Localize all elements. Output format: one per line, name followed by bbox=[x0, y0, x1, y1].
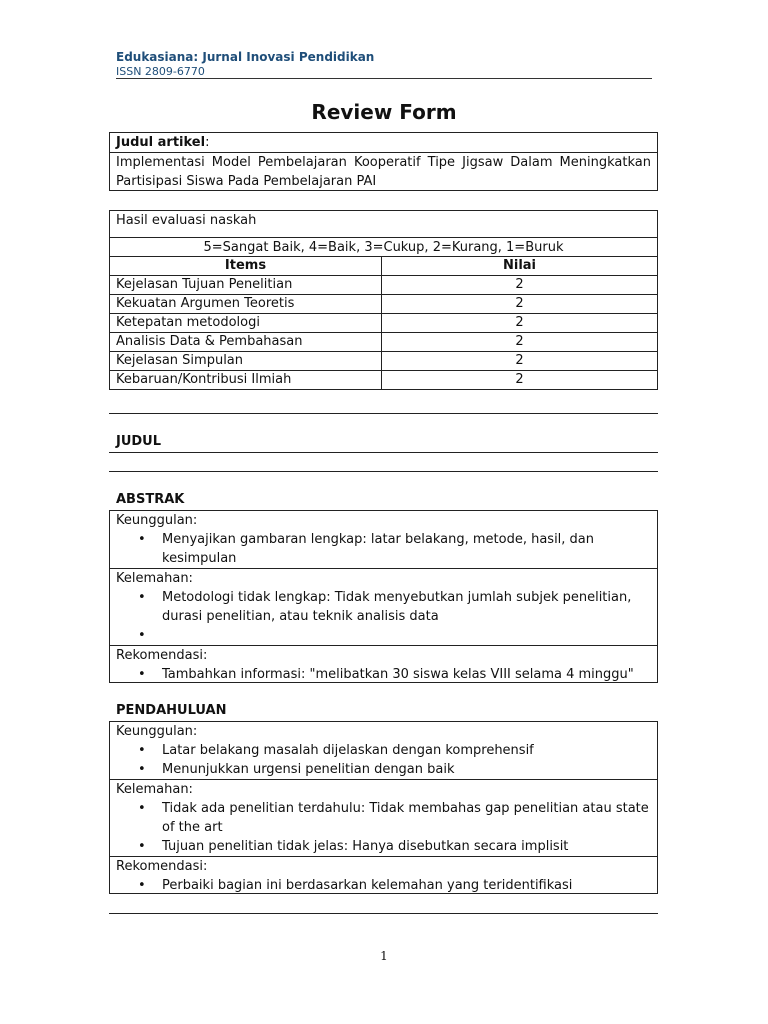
item-cell: Kekuatan Argumen Teoretis bbox=[110, 295, 382, 314]
item-cell: Kebaruan/Kontribusi Ilmiah bbox=[110, 371, 382, 390]
pendahuluan-review-box bbox=[109, 721, 658, 894]
column-header-items: Items bbox=[110, 257, 382, 276]
section-divider bbox=[109, 413, 658, 414]
score-cell: 2 bbox=[382, 295, 658, 314]
abstrak-heading: ABSTRAK bbox=[116, 492, 185, 507]
list-item bbox=[162, 626, 651, 645]
pendahuluan-heading: PENDAHULUAN bbox=[116, 703, 227, 718]
strengths-label: Keunggulan: bbox=[116, 724, 198, 739]
weaknesses-label: Kelemahan: bbox=[116, 782, 193, 797]
table-row bbox=[110, 371, 658, 390]
table-row bbox=[110, 276, 658, 295]
judul-underline bbox=[109, 452, 658, 453]
table-header-row bbox=[110, 257, 658, 276]
abstrak-recommendations bbox=[110, 646, 657, 684]
article-label: Judul artikel bbox=[116, 135, 206, 150]
abstrak-review-box bbox=[109, 510, 658, 683]
list-item: • Metodologi tidak lengkap: Tidak menyebutkan jumlah subjek penelitian, durasi penelitian, atau teknik analisis data bbox=[162, 588, 651, 626]
evaluation-header-box bbox=[109, 210, 658, 257]
strengths-label: Keunggulan: bbox=[116, 513, 198, 528]
journal-name: Edukasiana: Jurnal Inovasi Pendidikan bbox=[116, 50, 375, 64]
table-row bbox=[110, 352, 658, 371]
item-cell: Kejelasan Simpulan bbox=[110, 352, 382, 371]
column-header-score: Nilai bbox=[382, 257, 658, 276]
item-cell: Analisis Data & Pembahasan bbox=[110, 333, 382, 352]
recommendations-label: Rekomendasi: bbox=[116, 648, 208, 663]
score-cell: 2 bbox=[382, 352, 658, 371]
table-row bbox=[110, 295, 658, 314]
score-cell: 2 bbox=[382, 276, 658, 295]
item-cell: Ketepatan metodologi bbox=[110, 314, 382, 333]
table-row bbox=[110, 333, 658, 352]
abstrak-strengths bbox=[110, 511, 657, 568]
page-title: Review Form bbox=[311, 100, 457, 124]
page-number: 1 bbox=[380, 949, 388, 963]
journal-issn: ISSN 2809-6770 bbox=[116, 65, 205, 78]
header-rule bbox=[116, 78, 652, 79]
list-item: • Menyajikan gambaran lengkap: latar belakang, metode, hasil, dan kesimpulan bbox=[162, 530, 651, 568]
article-label-row bbox=[110, 133, 657, 152]
pendahuluan-strengths bbox=[110, 722, 657, 779]
evaluation-scale: 5=Sangat Baik, 4=Baik, 3=Cukup, 2=Kurang, 1=Buruk bbox=[203, 240, 564, 255]
section-divider bbox=[109, 471, 658, 472]
evaluation-table bbox=[109, 256, 658, 390]
weaknesses-label: Kelemahan: bbox=[116, 571, 193, 586]
list-item: • Latar belakang masalah dijelaskan dengan komprehensif bbox=[162, 741, 651, 760]
score-cell: 2 bbox=[382, 371, 658, 390]
article-label-colon: : bbox=[205, 135, 210, 150]
score-cell: 2 bbox=[382, 314, 658, 333]
article-title-text: Implementasi Model Pembelajaran Kooperatif Tipe Jigsaw Dalam Meningkatkan Partisipasi Siswa Pada Pembelajaran PAI bbox=[116, 155, 651, 189]
score-cell: 2 bbox=[382, 333, 658, 352]
recommendations-label: Rekomendasi: bbox=[116, 859, 208, 874]
section-divider bbox=[109, 913, 658, 914]
evaluation-heading: Hasil evaluasi naskah bbox=[116, 213, 257, 228]
pendahuluan-weaknesses bbox=[110, 780, 657, 856]
judul-heading: JUDUL bbox=[116, 434, 162, 449]
pendahuluan-recommendations bbox=[110, 857, 657, 895]
list-item: • Tambahkan informasi: "melibatkan 30 siswa kelas VIII selama 4 minggu" bbox=[162, 665, 651, 684]
item-cell: Kejelasan Tujuan Penelitian bbox=[110, 276, 382, 295]
article-title-box bbox=[109, 132, 658, 191]
list-item: • Tidak ada penelitian terdahulu: Tidak membahas gap penelitian atau state of the art bbox=[162, 799, 651, 837]
list-item: • Perbaiki bagian ini berdasarkan kelemahan yang teridentifikasi bbox=[162, 876, 651, 895]
table-row bbox=[110, 314, 658, 333]
list-item: • Menunjukkan urgensi penelitian dengan baik bbox=[162, 760, 651, 779]
list-item: • Tujuan penelitian tidak jelas: Hanya disebutkan secara implisit bbox=[162, 837, 651, 856]
abstrak-weaknesses bbox=[110, 569, 657, 645]
